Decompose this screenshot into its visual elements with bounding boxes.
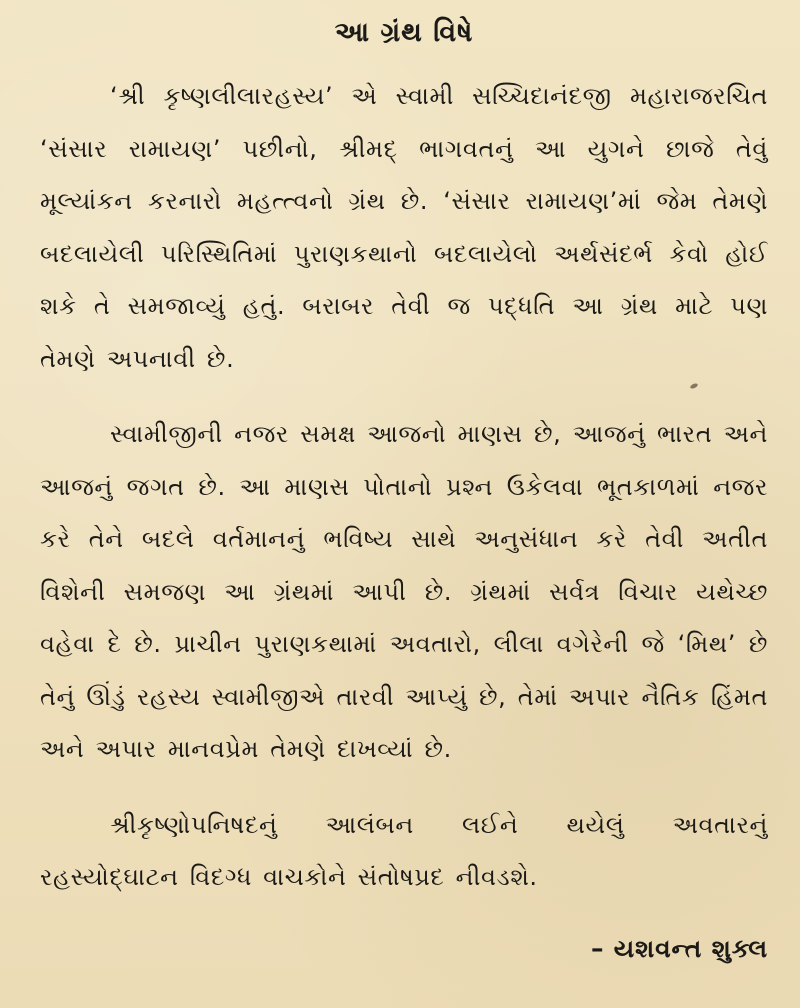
page-title: આ ગ્રંથ વિષે (334, 17, 474, 48)
paragraph-1: ‘શ્રી કૃષ્ણલીલારહસ્ય’ એ સ્વામી સચ્ચિદાનંદજી મહારાજરચિત ‘સંસાર રામાયણ’ પછીનો, શ્રીમદ્ ભાગવતનું આ યુગને છાજે તેવું મૂલ્યાંકન કરનારો મહત્ત્વનો ગ્રંથ છે. ‘સંસાર રામાયણ’માં જેમ તેમણે બદલાયેલી પરિસ્થિતિમાં પુરાણકથાનો બદલાયેલો અર્થસંદર્ભ કેવો હોઈ શકે તે સમજાવ્યું હતું. બરાબર તેવી જ પદ્ધતિ આ ગ્રંથ માટે પણ તેમણે અપનાવી છે. (40, 82, 768, 373)
paragraph-3: શ્રીકૃષ્ણોપનિષદનું આલંબન લઈને થયેલું અવતારનું રહસ્યોદ્ઘાટન વિદગ્ધ વાચકોને સંતોષપ્રદ નીવડશે. (40, 810, 768, 891)
author-signature: – યશવન્ત શુક્લ (590, 934, 768, 963)
paragraph-2: સ્વામીજીની નજર સમક્ષ આજનો માણસ છે, આજનું ભારત અને આજનું જગત છે. આ માણસ પોતાનો પ્રશ્ન ઉકેલવા ભૂતકાળમાં નજર કરે તેને બદલે વર્તમાનનું ભવિષ્ય સાથે અનુસંધાન કરે તેવી અતીત વિશેની સમજણ આ ગ્રંથમાં આપી છે. ગ્રંથમાં સર્વત્ર વિચાર યથેચ્છ વહેવા દે છે. પ્રાચીન પુરાણકથામાં અવતારો, લીલા વગેરેની જે ‘મિથ’ છે તેનું ઊંડું રહસ્ય સ્વામીજીએ તારવી આપ્યું છે, તેમાં અપાર નૈતિક હિંમત અને અપાર માનવપ્રેમ તેમણે દાખવ્યાં છે. (40, 420, 768, 763)
